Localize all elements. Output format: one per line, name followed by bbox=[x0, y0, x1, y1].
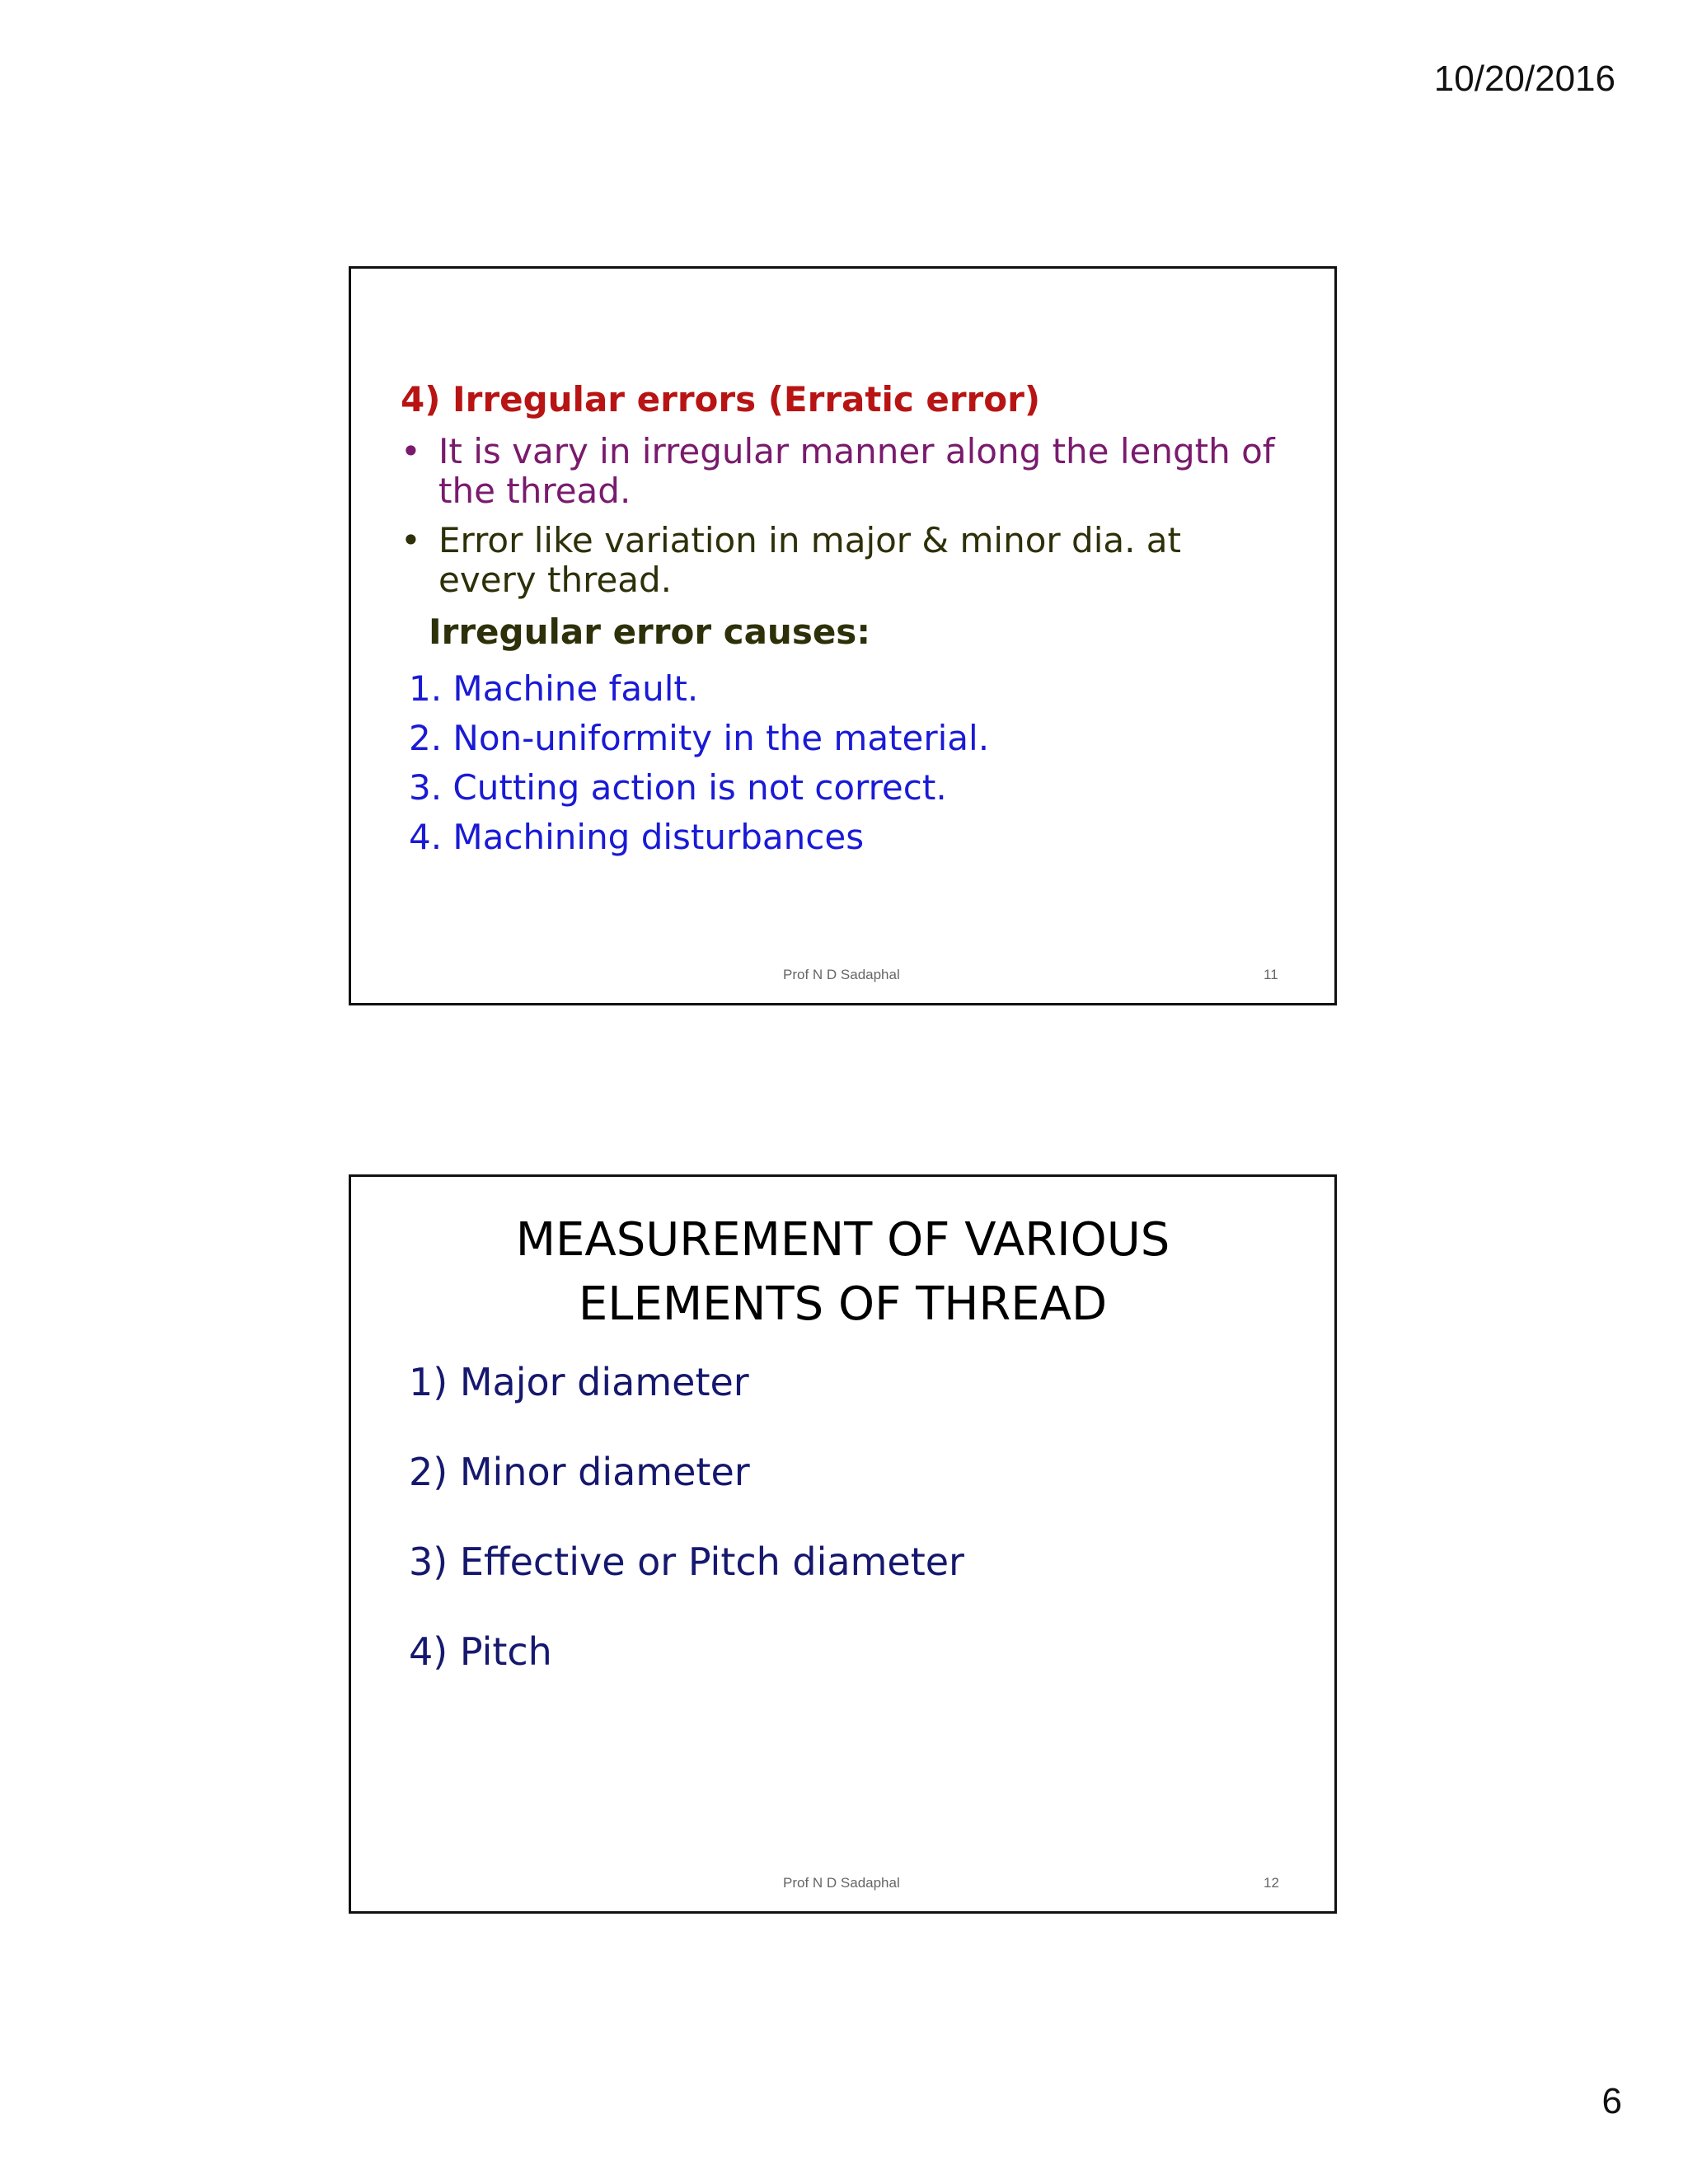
causes-subheading: Irregular error causes: bbox=[429, 612, 871, 652]
slide-number: 11 bbox=[1264, 967, 1278, 982]
slide-heading: 4) Irregular errors (Erratic error) bbox=[401, 379, 1041, 419]
print-date: 10/20/2016 bbox=[1433, 59, 1615, 99]
causes-list bbox=[409, 664, 989, 862]
thread-element-item: 4) Pitch bbox=[409, 1629, 552, 1674]
bullet-text: It is vary in irregular manner along the length of the thread. bbox=[438, 431, 1275, 511]
bullet-item bbox=[401, 521, 1279, 600]
bullet-text: Error like variation in major & minor dia. at every thread. bbox=[438, 520, 1182, 600]
bullet-marker: • bbox=[401, 520, 421, 560]
slide-footer-author: Prof N D Sadaphal bbox=[783, 1875, 900, 1891]
thread-element-item: 3) Effective or Pitch diameter bbox=[409, 1540, 964, 1584]
slide-12 bbox=[349, 1174, 1337, 1914]
slide-11 bbox=[349, 266, 1337, 1005]
cause-item: 3. Cutting action is not correct. bbox=[409, 767, 947, 808]
page-number: 6 bbox=[1601, 2081, 1622, 2121]
bullet-marker: • bbox=[401, 431, 421, 471]
cause-item: 2. Non-uniformity in the material. bbox=[409, 718, 990, 758]
slide-title-line: MEASUREMENT OF VARIOUS bbox=[515, 1213, 1170, 1267]
slide-title-line: ELEMENTS OF THREAD bbox=[578, 1277, 1108, 1331]
thread-elements-list bbox=[409, 1360, 964, 1722]
slide-number: 12 bbox=[1264, 1875, 1279, 1891]
thread-element-item: 2) Minor diameter bbox=[409, 1450, 750, 1494]
thread-element-item: 1) Major diameter bbox=[409, 1360, 749, 1404]
cause-item: 1. Machine fault. bbox=[409, 668, 699, 709]
bullet-item bbox=[401, 432, 1279, 511]
cause-item: 4. Machining disturbances bbox=[409, 817, 865, 857]
slide-footer-author: Prof N D Sadaphal bbox=[783, 967, 900, 982]
slide-title bbox=[351, 1208, 1334, 1337]
bullet-list bbox=[401, 432, 1279, 610]
